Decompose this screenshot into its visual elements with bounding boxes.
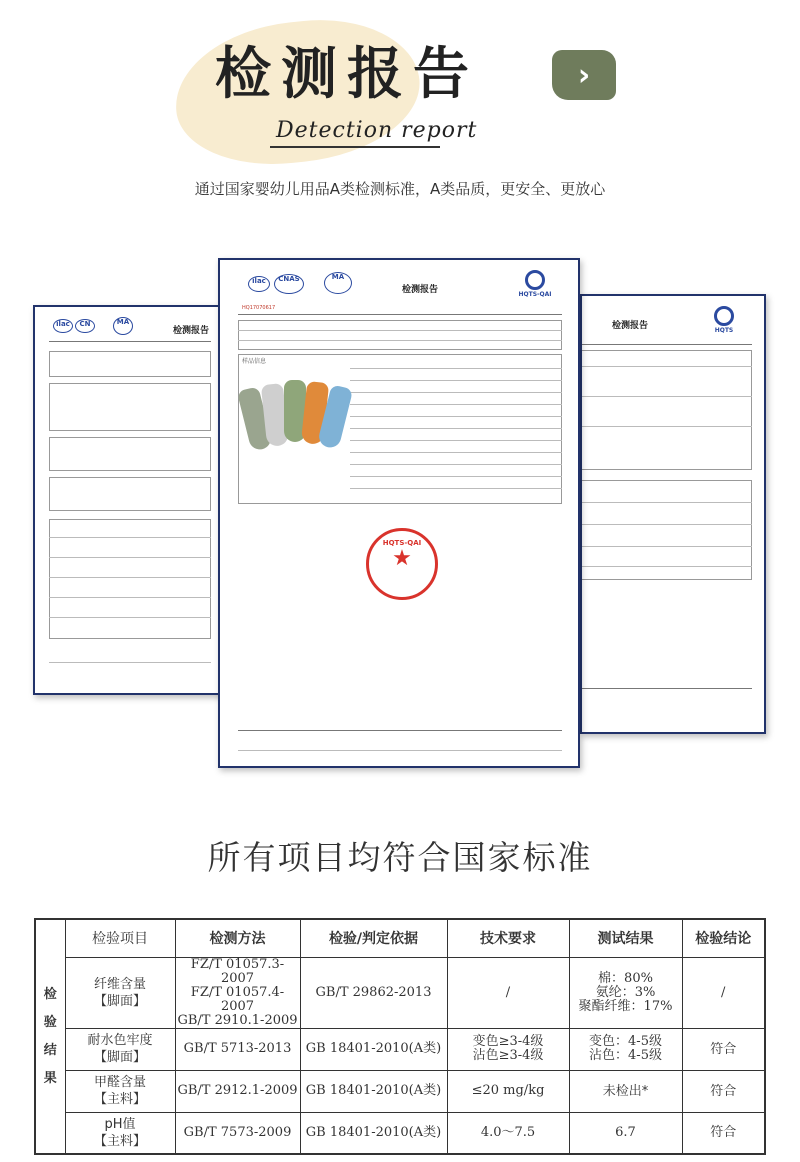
table-row [35, 1028, 765, 1070]
table-row [35, 957, 765, 1028]
side-label: 检 验 结 果 [35, 919, 65, 1154]
chevron-right-icon: › [577, 57, 591, 93]
row-conclusion: 符合 [682, 1112, 765, 1154]
ilac-logo-icon: ilac [248, 276, 270, 292]
script-subtitle: Detection report [276, 118, 478, 143]
row-method: GB/T 2912.1-2009 [175, 1070, 300, 1112]
table-row [35, 1070, 765, 1112]
left-report-heading: 检测报告 [173, 326, 210, 336]
ilac-logo-icon: ilac [53, 319, 73, 333]
hqts-logo-icon: HQTS-QAI [510, 270, 560, 298]
cnas-logo-icon: CNAS [274, 274, 304, 294]
header-conclusion: 检验结论 [682, 919, 765, 957]
row-method: GB/T 5713-2013 [175, 1028, 300, 1070]
arrow-button[interactable] [552, 50, 616, 100]
row-basis: GB 18401-2010(A类) [300, 1112, 447, 1154]
row-basis: GB 18401-2010(A类) [300, 1028, 447, 1070]
header-requirement: 技术要求 [447, 919, 569, 957]
row-item: 甲醛含量 【主料】 [65, 1070, 175, 1112]
row-basis: GB 18401-2010(A类) [300, 1070, 447, 1112]
row-result: 未检出* [569, 1070, 682, 1112]
hqts-logo-icon: HQTS [704, 306, 744, 334]
header-basis: 检验/判定依据 [300, 919, 447, 957]
row-requirement: 变色≥3-4级 沾色≥3-4级 [447, 1028, 569, 1070]
right-report-heading: 检测报告 [612, 321, 649, 331]
table-row [35, 1112, 765, 1154]
row-method: FZ/T 01057.3-2007 FZ/T 01057.4-2007 GB/T 2910.1-2009 [175, 957, 300, 1028]
cma-logo-icon: MA [113, 317, 133, 335]
row-item: pH值 【主料】 [65, 1112, 175, 1154]
sample-section-label: 样品信息 [242, 358, 267, 365]
row-item: 耐水色牢度 【脚面】 [65, 1028, 175, 1070]
table-header-row [35, 919, 765, 957]
cma-logo-icon: MA [324, 272, 352, 294]
section-title: 所有项目均符合国家标准 [207, 838, 593, 877]
inspection-seal-stamp: HQTS-QAI ★ [366, 528, 438, 600]
row-conclusion: 符合 [682, 1028, 765, 1070]
header-item: 检验项目 [65, 919, 175, 957]
results-table [34, 918, 766, 1155]
header-method: 检测方法 [175, 919, 300, 957]
row-result: 变色：4-5级 沾色：4-5级 [569, 1028, 682, 1070]
header-result: 测试结果 [569, 919, 682, 957]
row-requirement: 4.0～7.5 [447, 1112, 569, 1154]
title-underline [270, 146, 440, 148]
page-title: 检测报告 [215, 42, 479, 107]
row-method: GB/T 7573-2009 [175, 1112, 300, 1154]
row-result: 6.7 [569, 1112, 682, 1154]
report-page-right [580, 294, 766, 734]
report-page-center [218, 258, 580, 768]
sample-socks-photo [240, 368, 360, 468]
center-report-heading: 检测报告 [402, 285, 439, 295]
subtitle: 通过国家婴幼儿用品A类检测标准，A类品质，更安全、更放心 [194, 180, 606, 198]
row-item: 纤维含量 【脚面】 [65, 957, 175, 1028]
row-basis: GB/T 29862-2013 [300, 957, 447, 1028]
report-number: HQ17070617 [242, 305, 276, 311]
row-requirement: / [447, 957, 569, 1028]
cnas-logo-icon: CN [75, 319, 95, 333]
row-conclusion: 符合 [682, 1070, 765, 1112]
row-result: 棉：80% 氨纶：3% 聚酯纤维：17% [569, 957, 682, 1028]
row-requirement: ≤20 mg/kg [447, 1070, 569, 1112]
row-conclusion: / [682, 957, 765, 1028]
report-page-left [33, 305, 223, 695]
